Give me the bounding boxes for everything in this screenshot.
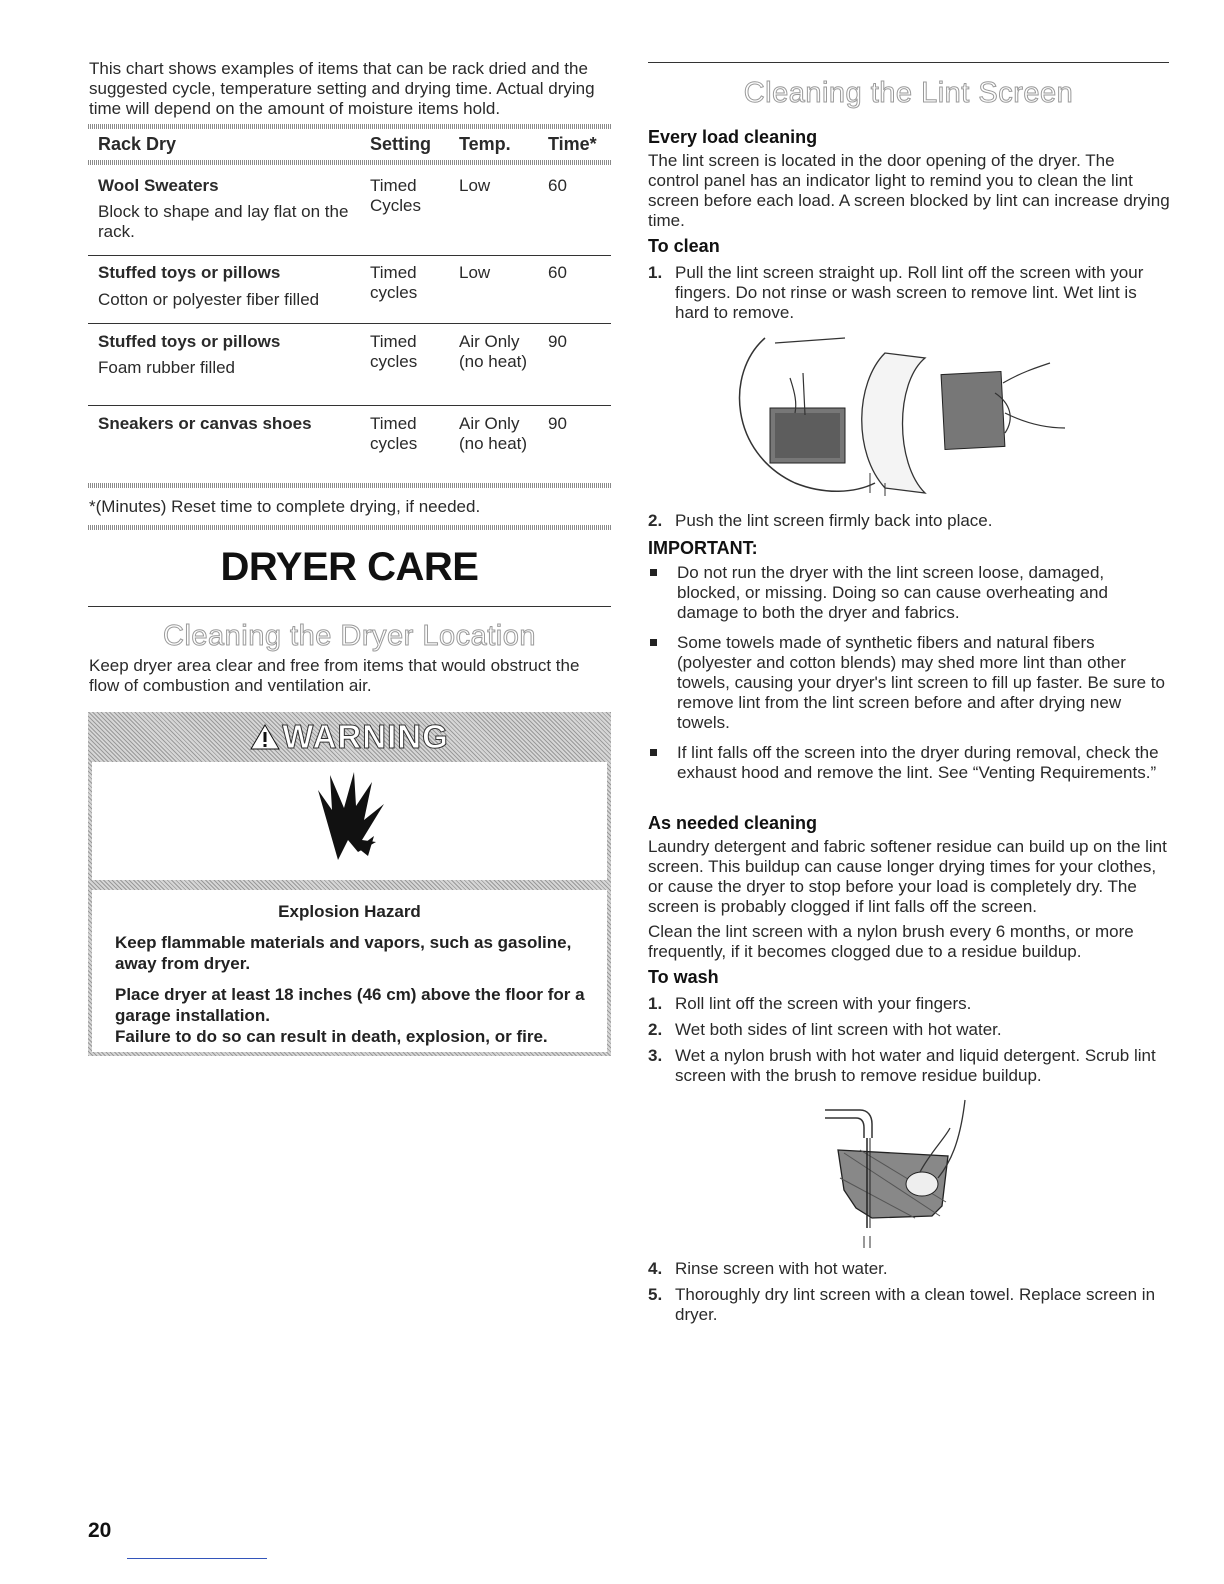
list-item bbox=[648, 263, 1170, 322]
dryer-location-title: Cleaning the Dryer Location bbox=[163, 620, 536, 652]
important-heading: IMPORTANT: bbox=[648, 538, 758, 558]
bullet-text: Do not run the dryer with the lint screen loose, damaged, blocked, or missing. Doing so can cause overheating and damage to both the dryer and fabrics. bbox=[677, 563, 1108, 622]
list-item bbox=[648, 1020, 1170, 1040]
warning-line: Keep flammable materials and vapors, such as gasoline, away from dryer. bbox=[115, 933, 572, 973]
step-number: 4. bbox=[648, 1259, 663, 1278]
as-needed-text: Clean the lint screen with a nylon brush every 6 months, or more frequently, if it becomes clogged due to a residue buildup. bbox=[648, 922, 1134, 961]
table-row-item: Stuffed toys or pillows bbox=[98, 263, 281, 282]
list-item bbox=[648, 1046, 1170, 1085]
step-number: 1. bbox=[648, 263, 663, 282]
lint-screen-title: Cleaning the Lint Screen bbox=[743, 77, 1074, 109]
step-number: 2. bbox=[648, 1020, 663, 1039]
table-row-temp: Low bbox=[459, 176, 491, 195]
row-divider bbox=[88, 323, 611, 324]
row-divider bbox=[88, 255, 611, 256]
every-load-text: The lint screen is located in the door opening of the dryer. The control panel has an indicator light to remind you to clean the lint screen before each load. A screen blocked by lint can increase drying time. bbox=[648, 151, 1170, 230]
warning-triangle-icon bbox=[250, 723, 280, 751]
warning-text-panel bbox=[92, 890, 607, 1052]
step-number: 1. bbox=[648, 994, 663, 1013]
table-row-time: 60 bbox=[548, 263, 567, 282]
step-text: Thoroughly dry lint screen with a clean towel. Replace screen in dryer. bbox=[675, 1285, 1156, 1324]
explosion-icon bbox=[310, 770, 390, 870]
table-row-time: 90 bbox=[548, 414, 567, 433]
to-clean-heading: To clean bbox=[648, 236, 720, 256]
step-text: Wet a nylon brush with hot water and liquid detergent. Scrub lint screen with the brush to remove residue buildup. bbox=[675, 1046, 1156, 1085]
table-row-time: 90 bbox=[548, 332, 567, 351]
warning-box bbox=[88, 712, 611, 1056]
table-row-setting: Timed cycles bbox=[370, 414, 418, 453]
table-bottom-divider bbox=[88, 483, 611, 488]
step-text: Push the lint screen firmly back into place. bbox=[675, 511, 993, 530]
table-row-item: Wool Sweaters bbox=[98, 176, 219, 195]
list-item bbox=[648, 994, 1170, 1014]
header-temp: Temp. bbox=[459, 134, 511, 154]
step-text: Wet both sides of lint screen with hot water. bbox=[675, 1020, 1002, 1039]
row-divider bbox=[88, 405, 611, 406]
warning-line: Place dryer at least 18 inches (46 cm) above the floor for a garage installation. bbox=[115, 985, 585, 1025]
warning-line: Failure to do so can result in death, explosion, or fire. bbox=[115, 1027, 548, 1046]
step-text: Rinse screen with hot water. bbox=[675, 1259, 888, 1278]
section-rule bbox=[648, 62, 1169, 63]
bullet-text: Some towels made of synthetic fibers and natural fibers (polyester and cotton blends) may shed more lint than other towels, causing your dryer's lint screen to fill up faster. Be sure to remove lint from the lint screen before and after drying new towels. bbox=[677, 633, 1165, 732]
link-underline bbox=[127, 1558, 267, 1559]
header-setting: Setting bbox=[370, 134, 431, 154]
table-row-note: Block to shape and lay flat on the rack. bbox=[98, 202, 349, 241]
to-wash-heading: To wash bbox=[648, 967, 719, 987]
table-footnote: *(Minutes) Reset time to complete drying, if needed. bbox=[89, 497, 481, 516]
warning-symbol-panel bbox=[92, 762, 607, 880]
lint-screen-washing-illustration bbox=[820, 1098, 980, 1250]
step-number: 5. bbox=[648, 1285, 663, 1304]
lint-screen-removal-illustration bbox=[735, 333, 1075, 498]
header-divider bbox=[88, 160, 611, 165]
table-row-item: Sneakers or canvas shoes bbox=[98, 414, 312, 433]
bullet-icon bbox=[650, 569, 657, 576]
as-needed-heading: As needed cleaning bbox=[648, 813, 818, 833]
bullet-text: If lint falls off the screen into the dryer during removal, check the exhaust hood and remove the lint. See “Venting Requirements.” bbox=[677, 743, 1159, 782]
section-rule bbox=[88, 606, 611, 607]
list-item bbox=[648, 1259, 1170, 1279]
table-row-note: Foam rubber filled bbox=[98, 358, 236, 377]
table-top-divider bbox=[88, 124, 611, 129]
table-row-time: 60 bbox=[548, 176, 567, 195]
table-row-item: Stuffed toys or pillows bbox=[98, 332, 281, 351]
table-row-note: Cotton or polyester fiber filled bbox=[98, 290, 320, 309]
table-row-setting: Timed Cycles bbox=[370, 176, 422, 215]
dryer-location-text: Keep dryer area clear and free from items that would obstruct the flow of combustion and ventilation air. bbox=[89, 656, 580, 695]
header-time: Time* bbox=[548, 134, 597, 154]
table-row-temp: Air Only (no heat) bbox=[459, 332, 528, 371]
intro-paragraph: This chart shows examples of items that can be rack dried and the suggested cycle, temperature setting and drying time. Actual drying time will depend on the amount of moisture items hold. bbox=[89, 59, 595, 118]
every-load-heading: Every load cleaning bbox=[648, 127, 818, 147]
warning-hazard: Explosion Hazard bbox=[278, 902, 421, 921]
header-rack-dry: Rack Dry bbox=[98, 134, 177, 154]
table-row-setting: Timed cycles bbox=[370, 332, 418, 371]
dryer-care-title: DRYER CARE bbox=[220, 545, 479, 589]
warning-banner bbox=[88, 712, 611, 762]
warning-label: WARNING bbox=[282, 718, 449, 755]
step-number: 3. bbox=[648, 1046, 663, 1065]
step-text: Pull the lint screen straight up. Roll lint off the screen with your fingers. Do not rinse or wash screen to remove lint. Wet lint is hard to remove. bbox=[675, 263, 1144, 322]
page-number: 20 bbox=[88, 1519, 112, 1542]
step-text: Roll lint off the screen with your fingers. bbox=[675, 994, 972, 1013]
list-item bbox=[648, 511, 1170, 531]
step-number: 2. bbox=[648, 511, 663, 530]
table-row-setting: Timed cycles bbox=[370, 263, 418, 302]
bullet-icon bbox=[650, 749, 657, 756]
bullet-icon bbox=[650, 639, 657, 646]
table-row-temp: Air Only (no heat) bbox=[459, 414, 528, 453]
footnote-divider bbox=[88, 525, 611, 530]
list-item bbox=[648, 1285, 1170, 1324]
as-needed-text: Laundry detergent and fabric softener residue can build up on the lint screen. This buildup can cause longer drying times for your clothes, or cause the dryer to stop before your load is completely dry. The screen is probably clogged if lint falls off the screen. bbox=[648, 837, 1167, 916]
table-row-temp: Low bbox=[459, 263, 491, 282]
